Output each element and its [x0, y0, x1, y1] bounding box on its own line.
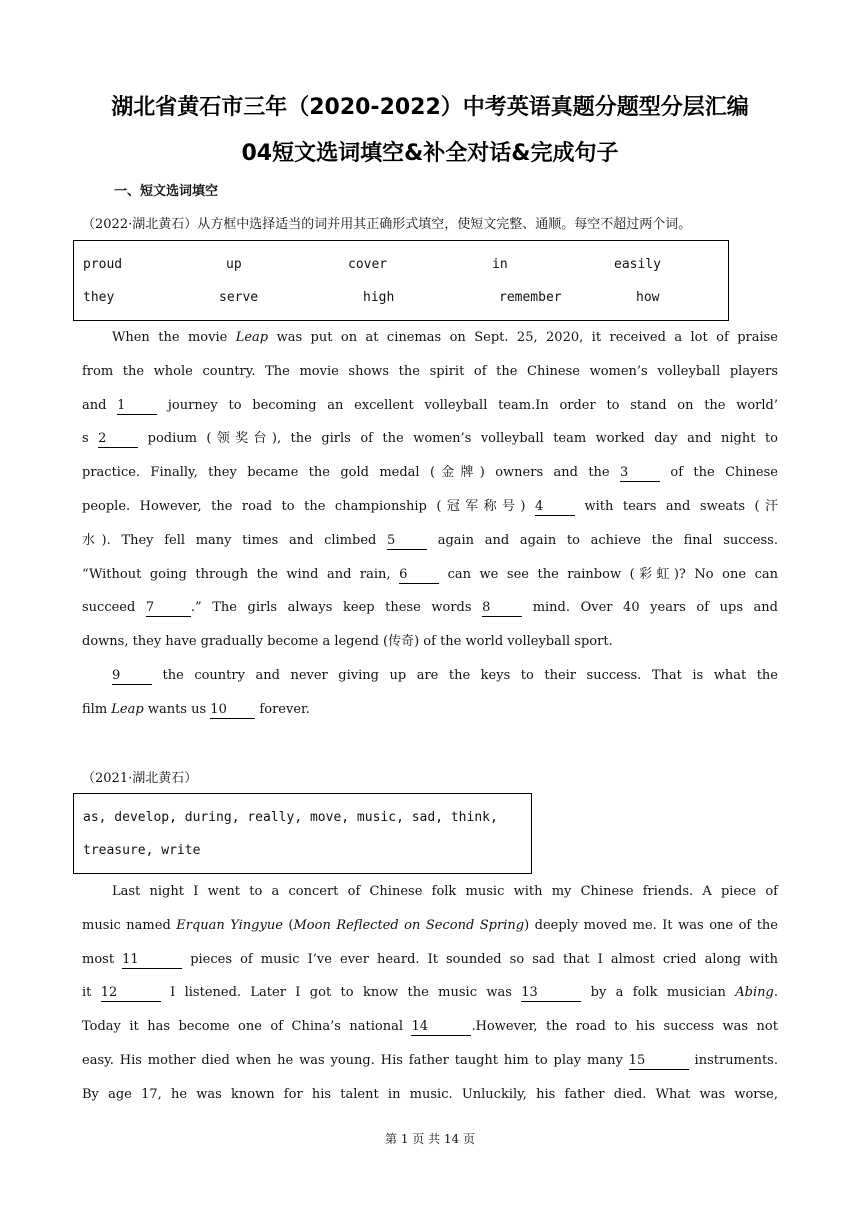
blank-1: 1 — [117, 398, 157, 415]
text-line: When the movie Leap was put on at cinemas on Sept. 25, 2020, it received a lot of praise — [112, 330, 779, 345]
word-bank-item: high — [363, 290, 395, 305]
word-bank-item: up — [226, 257, 242, 272]
text-line: 9 the country and never giving up are the keys to their success. That is what the — [112, 668, 778, 683]
word-bank-item: proud — [83, 257, 123, 272]
text-line: By age 17, he was known for his talent in music. Unluckily, his father died. What was worse, — [82, 1086, 778, 1102]
word-bank-item: how — [636, 290, 660, 305]
text-line: 水). They fell many times and climbed 5 again and again to achieve the final success. — [82, 532, 778, 548]
word-bank-2022 — [73, 240, 729, 321]
blank-12: 12 — [101, 985, 161, 1002]
text-line: it 12 I listened. Later I got to know the music was 13 by a folk musician Abing. — [82, 985, 778, 1001]
blank-7: 7 — [146, 600, 191, 617]
text-line: people. However, the road to the championship (冠军称号) 4 with tears and sweats (汗 — [82, 498, 778, 514]
blank-9: 9 — [112, 668, 152, 685]
word-bank-line: as, develop, during, really, move, music, sad, think, — [83, 810, 498, 825]
blank-3: 3 — [620, 465, 660, 482]
blank-2: 2 — [98, 431, 138, 448]
word-bank-item: they — [83, 290, 115, 305]
word-bank-2021 — [73, 793, 532, 874]
passage-2022-paragraph-1 — [82, 321, 778, 659]
text-line: Last night I went to a concert of Chinese folk music with my Chinese friends. A piece of — [112, 884, 778, 899]
word-bank-line: treasure, write — [83, 843, 201, 858]
blank-8: 8 — [482, 600, 522, 617]
word-bank-item: easily — [614, 257, 661, 272]
question-source-2021: （2021·湖北黄石） — [82, 771, 198, 786]
question-source-2022: （2022·湖北黄石）从方框中选择适当的词并用其正确形式填空，使短文完整、通顺。每空不超过两个词。 — [82, 217, 692, 232]
text-line: music named Erquan Yingyue (Moon Reflected on Second Spring) deeply moved me. It was one of the — [82, 917, 778, 933]
passage-2022-paragraph-2 — [82, 659, 778, 727]
section-heading: 一、短文选词填空 — [114, 184, 219, 199]
text-line: most 11 pieces of music I’ve ever heard. It sounded so sad that I almost cried along with — [82, 951, 778, 967]
passage-2021 — [82, 875, 778, 1112]
word-bank-item: cover — [348, 257, 388, 272]
document-subtitle: 04短文选词填空&补全对话&完成句子 — [241, 141, 619, 166]
word-bank-item: serve — [219, 290, 259, 305]
document-title: 湖北省黄石市三年（2020-2022）中考英语真题分题型分层汇编 — [111, 95, 749, 120]
text-line: s 2 podium (领奖台), the girls of the women’s volleyball team worked day and night to — [82, 431, 778, 447]
text-line: practice. Finally, they became the gold medal (金牌) owners and the 3 of the Chinese — [82, 465, 778, 481]
text-line: “Without going through the wind and rain, 6 can we see the rainbow (彩虹)? No one can — [82, 566, 778, 582]
text-line: from the whole country. The movie shows the spirit of the Chinese women’s volleyball players — [82, 363, 778, 379]
text-line: easy. His mother died when he was young. His father taught him to play many 15 instruments. — [82, 1052, 778, 1068]
blank-15: 15 — [629, 1053, 689, 1070]
text-line: film Leap wants us 10 forever. — [82, 701, 310, 717]
blank-14: 14 — [411, 1019, 471, 1036]
text-line: succeed 7 .” The girls always keep these words 8 mind. Over 40 years of ups and — [82, 600, 778, 616]
word-bank-item: remember — [499, 290, 562, 305]
text-line: Today it has become one of China’s national 14 .However, the road to his success was not — [82, 1019, 778, 1035]
blank-10: 10 — [210, 702, 255, 719]
blank-4: 4 — [535, 499, 575, 516]
blank-11: 11 — [122, 952, 182, 969]
blank-13: 13 — [521, 985, 581, 1002]
text-line: downs, they have gradually become a legend (传奇) of the world volleyball sport. — [82, 634, 613, 650]
page-footer: 第 1 页 共 14 页 — [385, 1132, 475, 1146]
blank-6: 6 — [399, 567, 439, 584]
text-line: and 1 journey to becoming an excellent volleyball team.In order to stand on the world’ — [82, 397, 778, 413]
blank-5: 5 — [387, 533, 427, 550]
word-bank-item: in — [492, 257, 508, 272]
